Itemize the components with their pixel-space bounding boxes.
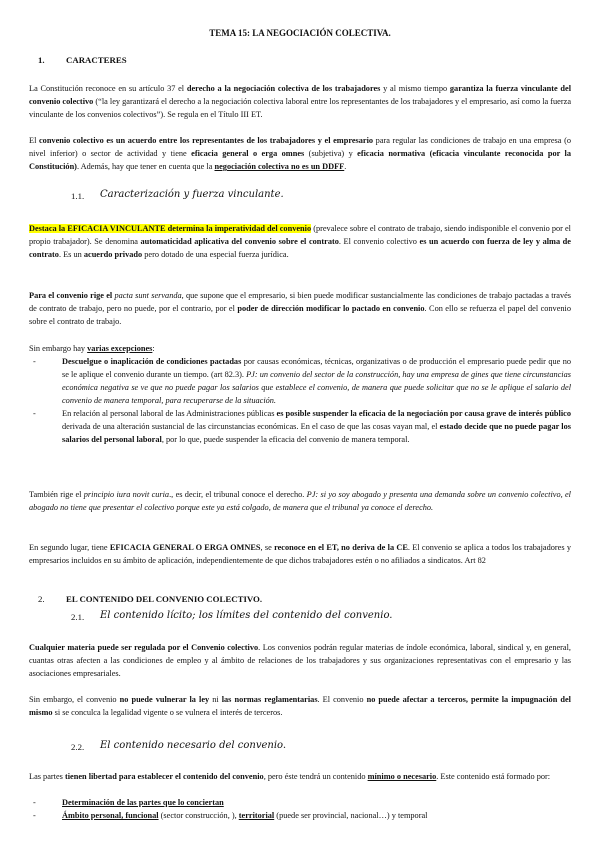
bold-run: Para el convenio rige el xyxy=(29,291,113,300)
list-item xyxy=(29,407,571,446)
list-item xyxy=(29,355,571,407)
bold-underline-run: territorial xyxy=(238,811,275,820)
text-run: , pero éste tendrá un contenido xyxy=(263,772,368,781)
text-run: por causas económicas, técnicas, organizativas o de producción el empresario puede pedir que no se le aplique el convenio durante un tiempo. (art 82.3). xyxy=(62,357,571,379)
text-run: . Con ello se refuerza el papel del convenio sobre el contrato de trabajo. xyxy=(29,304,571,326)
paragraph-contenido-minimo xyxy=(29,770,571,783)
subsection-2-2-number: 2.2. xyxy=(71,742,85,752)
bold-run: reconoce en el ET, no deriva de la CE xyxy=(274,543,408,552)
text-run: . Este contenido está formado por: xyxy=(436,772,551,781)
text-run: . xyxy=(344,162,347,171)
text-run: (subjetiva) y xyxy=(304,149,358,158)
bold-underline-run: varias excepciones xyxy=(87,344,153,353)
section-1-heading: CARACTERES xyxy=(66,55,127,65)
subsection-2-2-heading: El contenido necesario del convenio. xyxy=(100,740,287,751)
text-run: . El convenio colectivo xyxy=(338,237,420,246)
text-run: . Los convenios podrán regular materias de índole económica, laboral, sindical y, en general, cuantas otras afecten a las condiciones de empleo y al ámbito de relaciones de los trabajadores y sus organizaciones representativas con el empresario y las asociaciones empresariales. xyxy=(29,643,571,678)
subsection-2-1-heading: El contenido lícito; los límites del contenido del convenio. xyxy=(100,610,393,621)
bold-run: acuerdo privado xyxy=(83,250,143,259)
text-run: Sin embargo, el convenio xyxy=(29,695,120,704)
bold-run: EFICACIA GENERAL O ERGA OMNES xyxy=(109,543,261,552)
text-run: También rige el xyxy=(29,490,84,499)
bold-run: no puede afectar a terceros, permite la impugnación del mismo xyxy=(29,695,571,717)
italic-run: principio iura novit curia xyxy=(83,490,170,499)
text-run: , que supone que el empresario, si bien puede modificar sustancialmente las condiciones de trabajo pactadas a través de contrato de trabajo, pero no puede, por el contrario, por el xyxy=(29,291,572,313)
list-item xyxy=(29,809,571,822)
text-run: . El convenio se aplica a todos los trabajadores y empresarios incluidos en su ámbito de aplicación, independientemente de que dichos trabajadores estén o no afiliados a sindicatos. Art 82 xyxy=(29,543,571,565)
text-run: pero dotado de una especial fuerza jurídica. xyxy=(142,250,289,259)
paragraph-constitution xyxy=(29,82,571,121)
subsection-1-1-heading: Caracterización y fuerza vinculante. xyxy=(100,189,284,200)
list-item xyxy=(29,796,571,809)
bold-run: las normas reglamentarias xyxy=(221,695,318,704)
document-title: TEMA 15: LA NEGOCIACIÓN COLECTIVA. xyxy=(209,28,391,38)
text-run: Las partes xyxy=(29,772,65,781)
text-run: (“la ley garantizará el derecho a la negociación colectiva laboral entre los representantes de los trabajadores y el empresario, así como la fuerza vinculante de los convenios colectivos”). Se regula en el Título III ET. xyxy=(29,97,571,119)
bold-run: poder de dirección modificar lo pactado en convenio xyxy=(237,304,425,313)
bold-run: Cualquier materia puede ser regulada por el Convenio colectivo xyxy=(29,643,259,652)
italic-run: PJ: si yo soy abogado y presenta una demanda sobre un convenio colectivo, el abogado no tiene que presentar el colectivo porque este ya está colgado, de manera que el tribunal ya conoce el derecho. xyxy=(29,490,571,512)
text-run: . El convenio xyxy=(317,695,367,704)
text-run: En segundo lugar, tiene xyxy=(29,543,110,552)
text-run: , se xyxy=(260,543,275,552)
bold-run: automaticidad aplicativa del convenio sobre el contrato xyxy=(140,237,339,246)
paragraph-eficacia-general xyxy=(29,541,571,567)
italic-run: pacta sunt servanda xyxy=(112,291,182,300)
text-run: : xyxy=(152,344,155,353)
text-run: . Es un xyxy=(58,250,84,259)
bold-run: convenio colectivo es un acuerdo entre los representantes de los trabajadores y el empresario xyxy=(38,136,374,145)
text-run: El xyxy=(29,136,39,145)
contenido-list xyxy=(29,796,571,822)
bold-run: tienen libertad para establecer el contenido del convenio xyxy=(64,772,264,781)
text-run: (sector construcción, ), xyxy=(158,811,239,820)
subsection-2-1-number: 2.1. xyxy=(71,612,85,622)
bold-run: es un acuerdo con fuerza de ley y alma de contrato xyxy=(29,237,571,259)
bold-run: no puede vulnerar la ley xyxy=(119,695,210,704)
section-2-number: 2. xyxy=(38,594,45,604)
paragraph-pacta-sunt-servanda xyxy=(29,289,571,328)
bold-underline-run: mínimo o necesario xyxy=(367,772,437,781)
bold-run: eficacia general o erga omnes xyxy=(191,149,305,158)
paragraph-iura-novit-curia xyxy=(29,488,571,514)
text-run: En relación al personal laboral de las Administraciones públicas xyxy=(62,409,277,418)
paragraph-definition xyxy=(29,134,571,173)
section-1-number: 1. xyxy=(38,55,45,65)
paragraph-materia-regulada xyxy=(29,641,571,680)
text-run: y al mismo tiempo xyxy=(380,84,450,93)
highlighted-text: Destaca la EFICACIA VINCULANTE determina la imperatividad del convenio xyxy=(29,224,312,233)
text-run: si se conculca la legalidad vigente o se vulnera el interés de terceros. xyxy=(52,708,283,717)
bold-run: garantiza la fuerza vinculante del convenio colectivo xyxy=(29,84,572,106)
bold-underline-run: Determinación de las partes que lo conciertan xyxy=(62,798,224,807)
subsection-1-1-number: 1.1. xyxy=(71,191,85,201)
paragraph-eficacia-vinculante xyxy=(29,222,571,261)
paragraph-excepciones-intro xyxy=(29,342,571,355)
text-run: (puede ser provincial, nacional…) y temporal xyxy=(274,811,428,820)
bold-run: Descuelgue o inaplicación de condiciones pactadas xyxy=(62,357,242,366)
text-run: para regular las condiciones de trabajo en una empresa (o nivel inferior) o sector de actividad y tiene xyxy=(29,136,571,158)
bold-underline-run: Ámbito personal, funcional xyxy=(62,811,159,820)
text-run: ni xyxy=(209,695,222,704)
text-run: . Además, hay que tener en cuenta que la xyxy=(76,162,215,171)
italic-run: PJ: un convenio del sector de la construcción, hay una empresa de gines que tiene circunstancias económica negativa se ve que no puede pagar los salarios que establece el convenio, de manera que puede solicitar que no se le aplique el salario del convenio de manera temporal, para recuperarse de la situación. xyxy=(62,370,571,405)
section-2-heading: EL CONTENIDO DEL CONVENIO COLECTIVO. xyxy=(66,594,263,604)
bold-underline-run: negociación colectiva no es un DDFF xyxy=(214,162,345,171)
bold-run: estado decide que no puede pagar los salarios del personal laboral xyxy=(62,422,571,444)
text-run: ., es decir, el tribunal conoce el derecho. xyxy=(169,490,307,499)
exceptions-list xyxy=(29,355,571,446)
bold-run: eficacia normativa (eficacia vinculante reconocida por la Constitución) xyxy=(29,149,572,171)
text-run: , por lo que, puede suspender la eficacia del convenio de manera temporal. xyxy=(161,435,410,444)
text-run: (prevalece sobre el contrato de trabajo, siendo indisponible el convenio por el propio trabajador). Se denomina xyxy=(29,224,571,246)
text-run: Sin embargo hay xyxy=(29,344,88,353)
paragraph-limites xyxy=(29,693,571,719)
text-run: La Constitución reconoce en su artículo 37 el xyxy=(29,84,187,93)
bold-run: derecho a la negociación colectiva de los trabajadores xyxy=(186,84,381,93)
text-run: derivada de una alteración sustancial de las circunstancias económicas. En el caso de que las cosas vayan mal, el xyxy=(62,422,440,431)
bold-run: es posible suspender la eficacia de la negociación por causa grave de interés público xyxy=(276,409,571,418)
